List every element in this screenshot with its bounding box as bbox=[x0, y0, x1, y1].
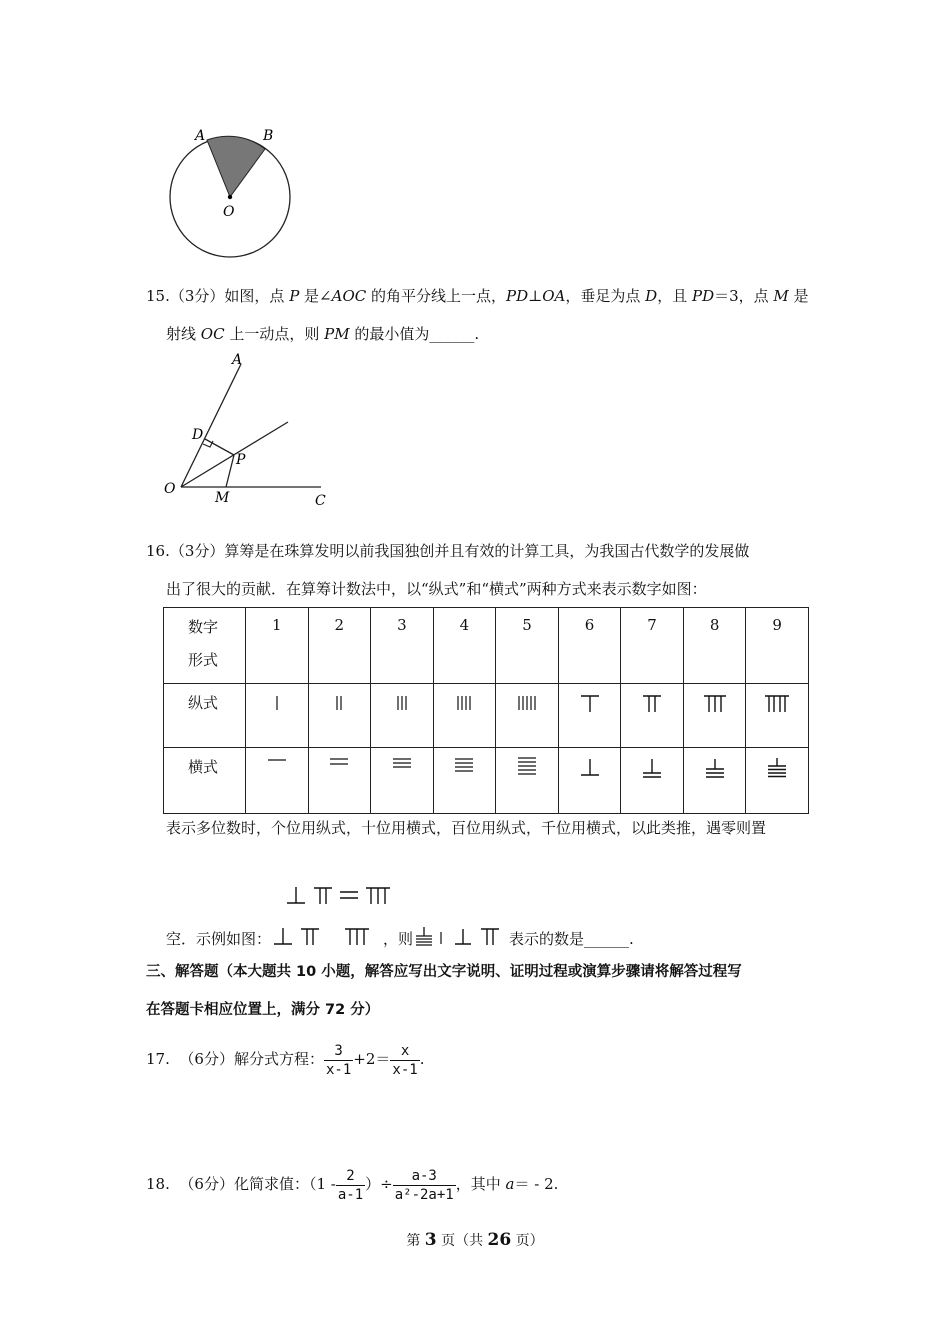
figure-angle bbox=[158, 350, 338, 510]
label-b: B bbox=[263, 128, 274, 144]
fraction: $\frac{2}{a-1}$ bbox=[337, 1167, 364, 1203]
q15-line1: 15.（3分）如图，点 P 是∠AOC 的角平分线上一点，PD⊥OA，垂足为点 D，且 PD＝3，点 M 是 bbox=[146, 287, 809, 305]
digit-cell: 5 bbox=[522, 616, 532, 634]
label-m: M bbox=[215, 490, 230, 506]
digit-cell: 6 bbox=[584, 616, 595, 634]
header-cell: 数字 形式 bbox=[164, 608, 246, 684]
q15-line2: 射线 OC 上一动点，则 PM 的最小值为______. bbox=[166, 325, 480, 343]
rod-example-bottom bbox=[271, 926, 383, 948]
rod-vertical-4 bbox=[433, 684, 496, 748]
rod-horizontal-8 bbox=[683, 748, 746, 814]
q16-line4: 空．示例如图： ，则 表示的数是______. bbox=[166, 926, 634, 949]
rod-question-number bbox=[413, 926, 509, 948]
digit-cell: 7 bbox=[647, 616, 657, 634]
section3-line2: 在答题卡相应位置上，满分 72 分） bbox=[146, 1002, 380, 1018]
row-label-vertical: 纵式 bbox=[188, 694, 219, 712]
fraction: $\frac{a-3}{\text{a²-2a+1}}$ bbox=[394, 1167, 454, 1203]
page-footer: 第 3 页（共 26 页） bbox=[406, 1230, 544, 1250]
rod-vertical-6 bbox=[558, 684, 621, 748]
rod-vertical-9 bbox=[746, 684, 809, 748]
rod-vertical-3 bbox=[371, 684, 434, 748]
digit-cell: 3 bbox=[397, 616, 407, 634]
rod-vertical-2 bbox=[308, 684, 371, 748]
label-c: C bbox=[315, 493, 326, 509]
q16-line3: 表示多位数时，个位用纵式，十位用横式，百位用纵式，千位用横式，以此类推，遇零则置 bbox=[166, 819, 767, 837]
label-a: A bbox=[195, 128, 206, 144]
label-o: O bbox=[223, 204, 235, 220]
rod-example-top bbox=[284, 884, 404, 914]
row-label-horizontal: 横式 bbox=[188, 758, 219, 776]
rod-vertical-1 bbox=[246, 684, 309, 748]
digit-cell: 1 bbox=[272, 616, 282, 634]
q17: 17. （6分）解分式方程： $\frac{3}{x-1}$ +2＝ $\frac{x}{x-1}$ . bbox=[146, 1042, 425, 1078]
digit-cell: 9 bbox=[772, 616, 782, 634]
fraction: $\frac{3}{x-1}$ bbox=[325, 1042, 352, 1078]
label-d: D bbox=[192, 427, 204, 443]
rod-horizontal-1 bbox=[246, 748, 309, 814]
counting-rod-table bbox=[163, 607, 809, 814]
rod-horizontal-2 bbox=[308, 748, 371, 814]
label-o: O bbox=[164, 481, 176, 497]
rod-vertical-8 bbox=[683, 684, 746, 748]
label-a: A bbox=[232, 352, 243, 368]
figure-sector bbox=[160, 120, 300, 265]
q18: 18. （6分）化简求值：（1 - $\frac{2}{a-1}$ ）÷ $\frac{a-3}{\text{a²-2a+1}}$ ，其中 a＝ - 2. bbox=[146, 1167, 559, 1203]
digit-cell: 4 bbox=[459, 616, 470, 634]
digit-cell: 2 bbox=[334, 616, 345, 634]
fraction: $\frac{x}{x-1}$ bbox=[392, 1042, 418, 1078]
rod-horizontal-4 bbox=[433, 748, 496, 814]
digit-cell: 8 bbox=[709, 616, 720, 634]
rod-horizontal-6 bbox=[558, 748, 621, 814]
rod-vertical-7 bbox=[621, 684, 684, 748]
label-p: P bbox=[236, 452, 246, 468]
rod-horizontal-3 bbox=[371, 748, 434, 814]
rod-horizontal-5 bbox=[496, 748, 559, 814]
rod-horizontal-7 bbox=[621, 748, 684, 814]
q16-line1: 16.（3分）算筹是在珠算发明以前我国独创并且有效的计算工具，为我国古代数学的发展做 bbox=[146, 542, 750, 560]
q16-line2: 出了很大的贡献．在算筹计数法中，以“纵式”和“横式”两种方式来表示数字如图： bbox=[166, 580, 707, 598]
section3-line1: 三、解答题（本大题共 10 小题，解答应写出文字说明、证明过程或演算步骤请将解答过程写 bbox=[146, 964, 742, 980]
rod-horizontal-9 bbox=[746, 748, 809, 814]
rod-vertical-5 bbox=[496, 684, 559, 748]
